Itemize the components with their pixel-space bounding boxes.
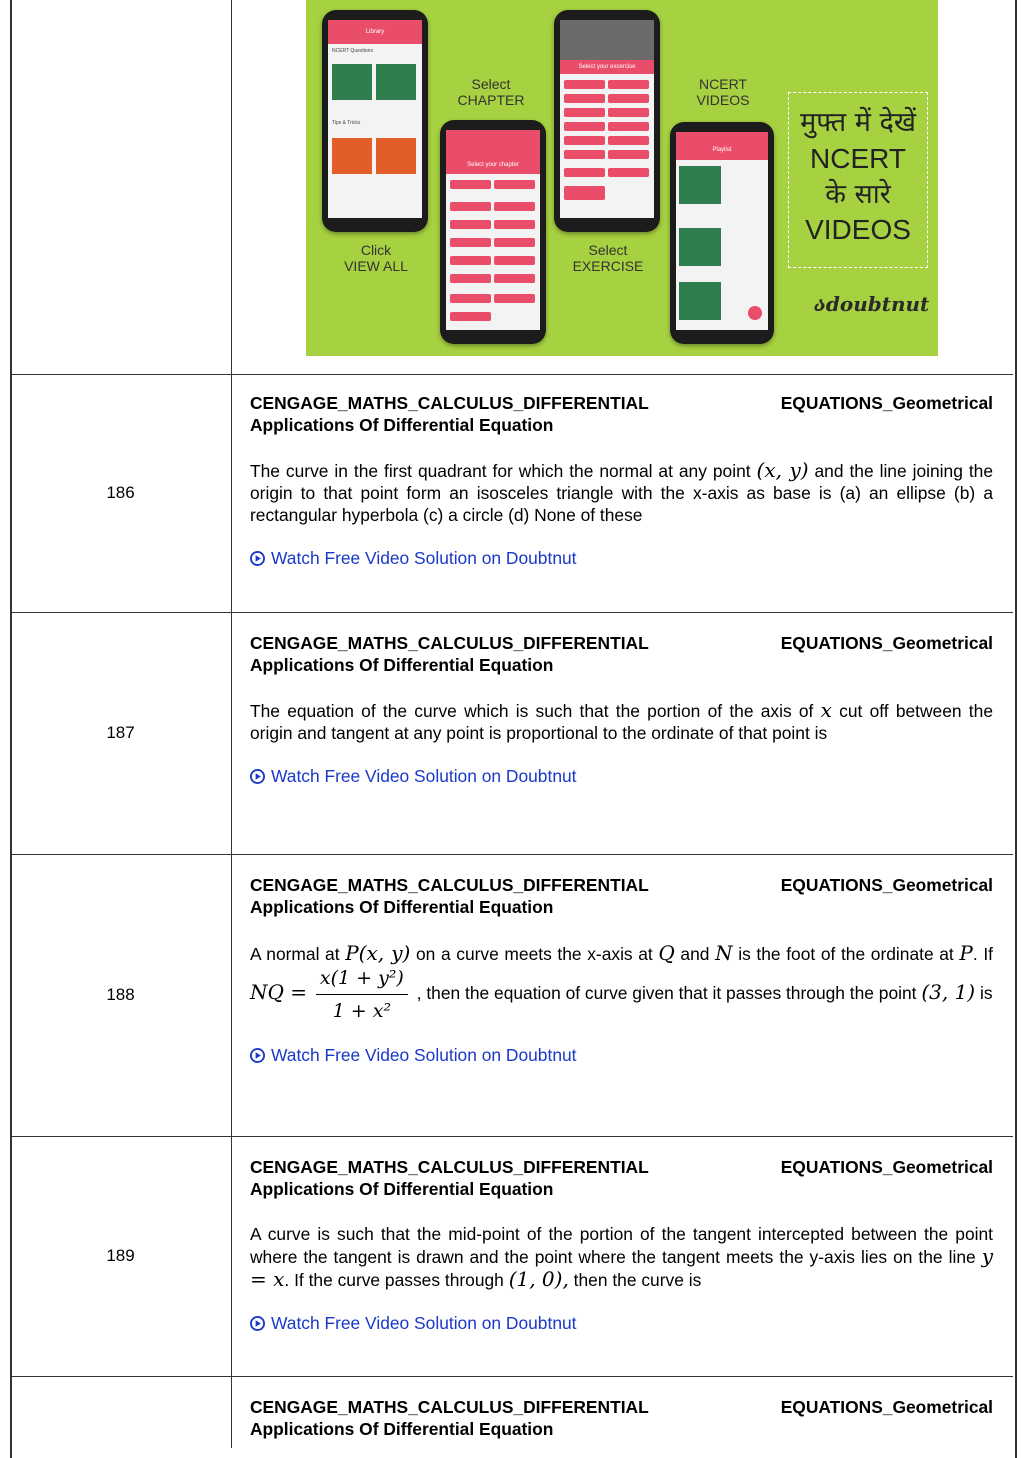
free-ncert-videos-promo (788, 92, 928, 268)
question-text: The equation of the curve which is such that the portion of the axis of x cut off between the origin and tangent at any point is proportional to the ordinate of that point is (250, 698, 993, 743)
row-divider (10, 854, 1013, 855)
promo-line: NCERT (810, 143, 906, 174)
question-190 (250, 1396, 993, 1440)
play-circle-icon (250, 551, 265, 566)
ncert-videos-caption: NCERT VIDEOS (696, 76, 750, 108)
topic-left: CENGAGE_MATHS_CALCULUS_DIFFERENTIAL (250, 875, 649, 895)
phone-title: Library (328, 20, 422, 44)
click-view-all-caption: Click VIEW ALL (344, 242, 408, 274)
row-divider (10, 1136, 1013, 1137)
row-divider (10, 1376, 1013, 1377)
row-divider (10, 612, 1013, 613)
topic-right: EQUATIONS_Geometrical (780, 1397, 993, 1417)
topic-line2: Applications Of Differential Equation (250, 897, 554, 917)
phone-exercise-mockup (554, 10, 660, 232)
play-circle-icon (250, 769, 265, 784)
question-text: The curve in the first quadrant for which the normal at any point (x, y) and the line joining the origin to that point form an isosceles triangle with the x-axis as base is (a) an ellipse (b) a rectangular hyperbola (c) a circle (d) None of these (250, 458, 993, 525)
watch-video-link[interactable] (250, 1044, 577, 1066)
topic-right: EQUATIONS_Geometrical (780, 875, 993, 895)
watch-video-label: Watch Free Video Solution on Doubtnut (271, 1045, 577, 1065)
topic-left: CENGAGE_MATHS_CALCULUS_DIFFERENTIAL (250, 1157, 649, 1177)
fraction: $\frac{\text{x(1 + y²)}}{\text{1 + x²}}$ (316, 966, 408, 1023)
question-188 (250, 874, 993, 1068)
topic-line2: Applications Of Differential Equation (250, 1179, 554, 1199)
question-189 (250, 1156, 993, 1336)
topic-line2: Applications Of Differential Equation (250, 415, 554, 435)
row-divider (10, 374, 1013, 375)
topic-left: CENGAGE_MATHS_CALCULUS_DIFFERENTIAL (250, 1397, 649, 1417)
watch-video-label: Watch Free Video Solution on Doubtnut (271, 1313, 577, 1333)
topic-right: EQUATIONS_Geometrical (780, 633, 993, 653)
question-number: 186 (106, 483, 135, 502)
topic-right: EQUATIONS_Geometrical (780, 393, 993, 413)
question-topic-header (250, 392, 993, 436)
promo-line: के सारे (825, 179, 891, 210)
question-topic-header (250, 1396, 993, 1440)
play-circle-icon (250, 1316, 265, 1331)
question-text: A normal at P(x, y) on a curve meets the x-axis at Q and N is the foot of the ordinate at P. If NQ = $\frac{\text{x(1 + y²)}}{\text{1 + x²}}$ , then the equation of curve given that it passes through the point (3, 1) is (250, 941, 993, 1022)
watch-video-link[interactable] (250, 1312, 577, 1334)
watch-video-label: Watch Free Video Solution on Doubtnut (271, 548, 577, 568)
topic-line2: Applications Of Differential Equation (250, 1419, 554, 1439)
question-number: 187 (106, 723, 135, 742)
question-186 (250, 392, 993, 571)
phone-section-label: NCERT Questions (332, 48, 373, 54)
question-number: 188 (106, 985, 135, 1004)
topic-right: EQUATIONS_Geometrical (780, 1157, 993, 1177)
question-topic-header (250, 632, 993, 676)
question-text: A curve is such that the mid-point of the portion of the tangent intercepted between the point where the tangent is drawn and the point where the tangent meets the y-axis lies on the line y = x. If the curve passes through (1, 0), then the curve is (250, 1224, 993, 1291)
column-divider (231, 0, 232, 1448)
phone-title: Select your chapter (446, 130, 540, 174)
watch-video-label: Watch Free Video Solution on Doubtnut (271, 766, 577, 786)
phone-title: Playlist (676, 132, 768, 160)
topic-left: CENGAGE_MATHS_CALCULUS_DIFFERENTIAL (250, 633, 649, 653)
phone-section-label: Tips & Tricks (332, 120, 361, 126)
play-circle-icon (250, 1048, 265, 1063)
topic-line2: Applications Of Differential Equation (250, 655, 554, 675)
promo-line: मुफ्त में देखें (800, 107, 916, 138)
topic-left: CENGAGE_MATHS_CALCULUS_DIFFERENTIAL (250, 393, 649, 413)
select-exercise-caption: Select EXERCISE (572, 242, 644, 274)
phone-title: Select your excercise (560, 60, 654, 74)
doubtnut-logo: აdoubtnut (814, 292, 930, 316)
watch-video-link[interactable] (250, 765, 577, 787)
phone-library-mockup (322, 10, 428, 232)
phone-playlist-mockup (670, 122, 774, 344)
question-topic-header (250, 874, 993, 918)
doubtnut-logo-icon: ა (814, 292, 826, 316)
select-chapter-caption: Select CHAPTER (457, 76, 525, 108)
question-187 (250, 632, 993, 789)
question-number: 189 (106, 1246, 135, 1265)
question-topic-header (250, 1156, 993, 1200)
watch-video-link[interactable] (250, 547, 577, 569)
phone-chapter-mockup (440, 120, 546, 344)
promo-line: VIDEOS (805, 214, 911, 245)
